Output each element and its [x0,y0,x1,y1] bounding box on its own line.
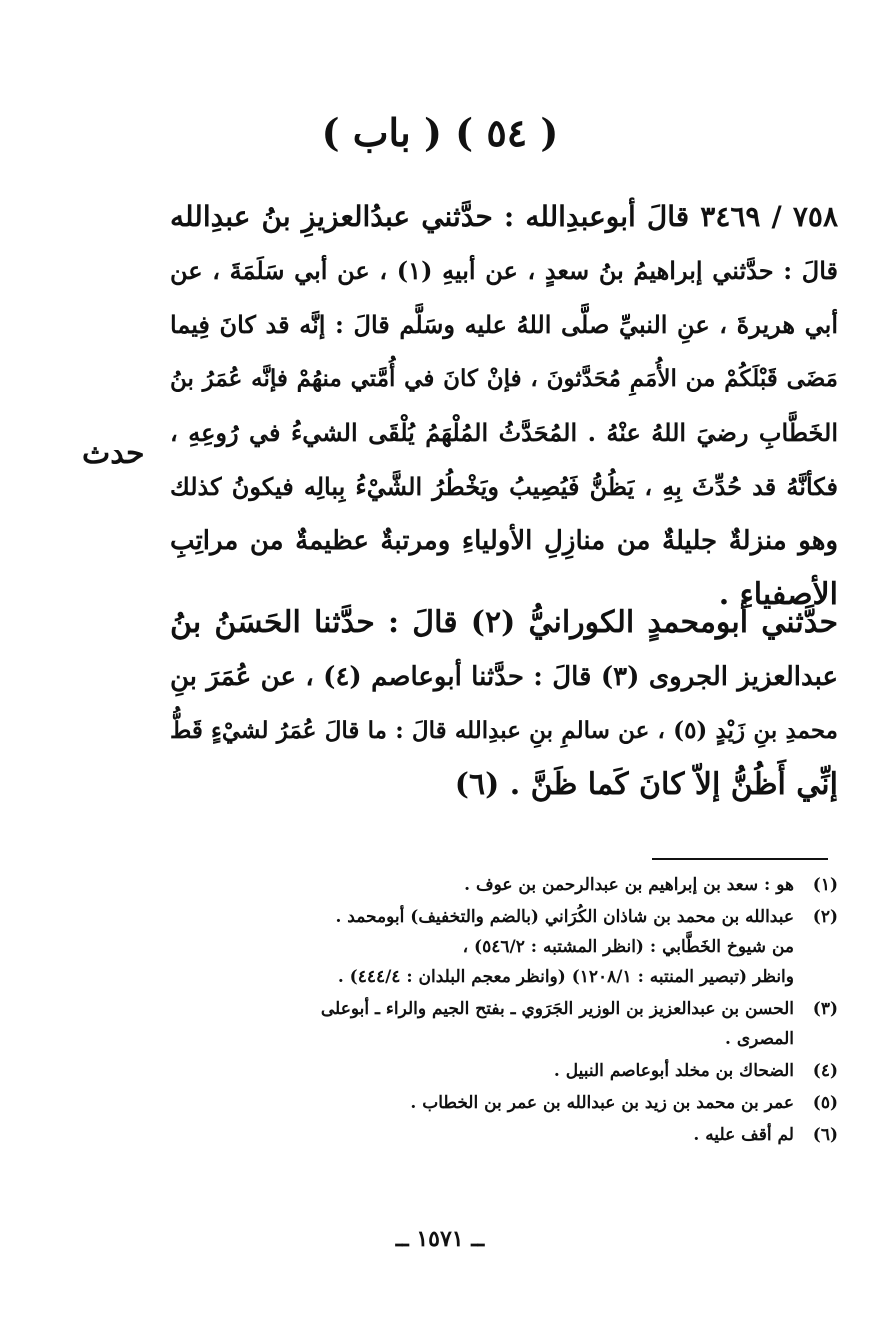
text-line: قالَ : حدَّثني إبراهيمُ بنُ سعدٍ ، عن أبيهِ (١) ، عن أبي سَلَمَةَ ، عن [170,256,838,285]
chapter-title: ( ٥٤ ) ( باب ) [321,110,559,155]
footnote-1 [170,870,838,900]
footnote-line: الضحاك بن مخلد أبوعاصم النبيل . [553,1061,794,1081]
footnotes [170,870,838,1152]
footnote-6 [170,1120,838,1150]
text-line: الخَطَّابِ رضيَ اللهُ عنْهُ . المُحَدَّثُ المُلْهَمُ يُلْقَى الشيءُ في رُوعِهِ ، [170,418,838,447]
footnote-number: (٦) [812,1125,838,1145]
footnote-number: (٤) [812,1061,838,1081]
hadith-paragraph-1 [170,190,838,622]
footnote-number: (١) [812,875,838,895]
text-line: حدَّثني أبومحمدٍ الكورانيُّ (٢) قالَ : حدَّثنا الحَسَنُ بنُ [170,605,839,640]
text-line: مَضَى قَبْلَكُمْ من الأُمَمِ مُحَدَّثونَ ، فإنْ كانَ في أُمَّتي منهُمْ فإنَّه عُمَرُ بنُ [170,365,838,392]
footnote-3 [170,994,838,1054]
hadith-paragraph-2 [170,596,838,812]
footnote-number: (٢) [812,907,838,927]
footnote-line: عبدالله بن محمد بن شاذان الكُرَاني (بالضم والتخفيف) أبومحمد . [335,907,794,927]
margin-note: حدث [82,436,145,471]
footnote-number: (٣) [812,999,838,1019]
footnote-text [170,994,798,1054]
footnote-line: وانظر (تبصير المنتبه : ١٢٠٨/١) (وانظر معجم البلدان : ٤٤٤/٤) . [337,967,794,987]
footnote-4 [170,1056,838,1086]
text-line: محمدِ بنِ زَيْدٍ (٥) ، عن سالمِ بنِ عبدِالله قالَ : ما قالَ عُمَرُ لشيْءٍ قَطُّ [170,717,838,744]
footnote-5 [170,1088,838,1118]
text-line: ٧٥٨ / ٣٤٦٩ قالَ أبوعبدِالله : حدَّثني عبدُالعزيزِ بنُ عبدِالله [170,200,838,233]
footnote-line: هو : سعد بن إبراهيم بن عبدالرحمن بن عوف . [464,875,794,895]
footnote-line: الحسن بن عبدالعزيز بن الوزير الجَرَوي ـ بفتح الجيم والراء ـ أبوعلى [320,999,794,1019]
footnote-text [170,1120,798,1150]
footnote-text [170,1088,798,1118]
text-line: عبدالعزيز الجروى (٣) قالَ : حدَّثنا أبوعاصم (٤) ، عن عُمَرَ بنِ [170,662,839,692]
text-line: وهو منزلةٌ جليلةٌ من منازِلِ الأولياءِ ومرتبةٌ عظيمةٌ من مراتِبِ [170,526,838,556]
footnote-line: عمر بن محمد بن زيد بن عبدالله بن عمر بن الخطاب . [410,1093,794,1113]
footnote-number: (٥) [812,1093,838,1113]
footnote-text [170,902,798,992]
text-line: أبي هريرةَ ، عنِ النبيِّ صلَّى اللهُ عليه وسَلَّم قالَ : إنَّه قد كانَ فِيما [170,310,838,339]
footnote-line: لم أقف عليه . [693,1125,794,1145]
footnote-text [170,870,798,900]
footnote-line: المصرى . [725,1029,794,1049]
text-line: الأصفياءِ . [718,577,838,612]
footnote-2 [170,902,838,992]
text-line: إنِّي أَظُنُّ إلاّ كانَ كَما ظَنَّ . (٦) [454,767,838,802]
text-line: فكأنَّهُ قد حُدِّثَ بِهِ ، يَظُنُّ فَيُصِيبُ ويَخْطُرُ الشَّيْءُ بِبالِه فيكونُ كذلك [170,472,838,501]
footnote-line: من شيوخ الخَطَّابي : (انظر المشتبه : ٥٤٦/٢) ، [462,937,794,957]
page-number: ــ ١٥٧١ ــ [395,1226,485,1252]
footnote-text [170,1056,798,1086]
footnote-divider [652,858,828,860]
